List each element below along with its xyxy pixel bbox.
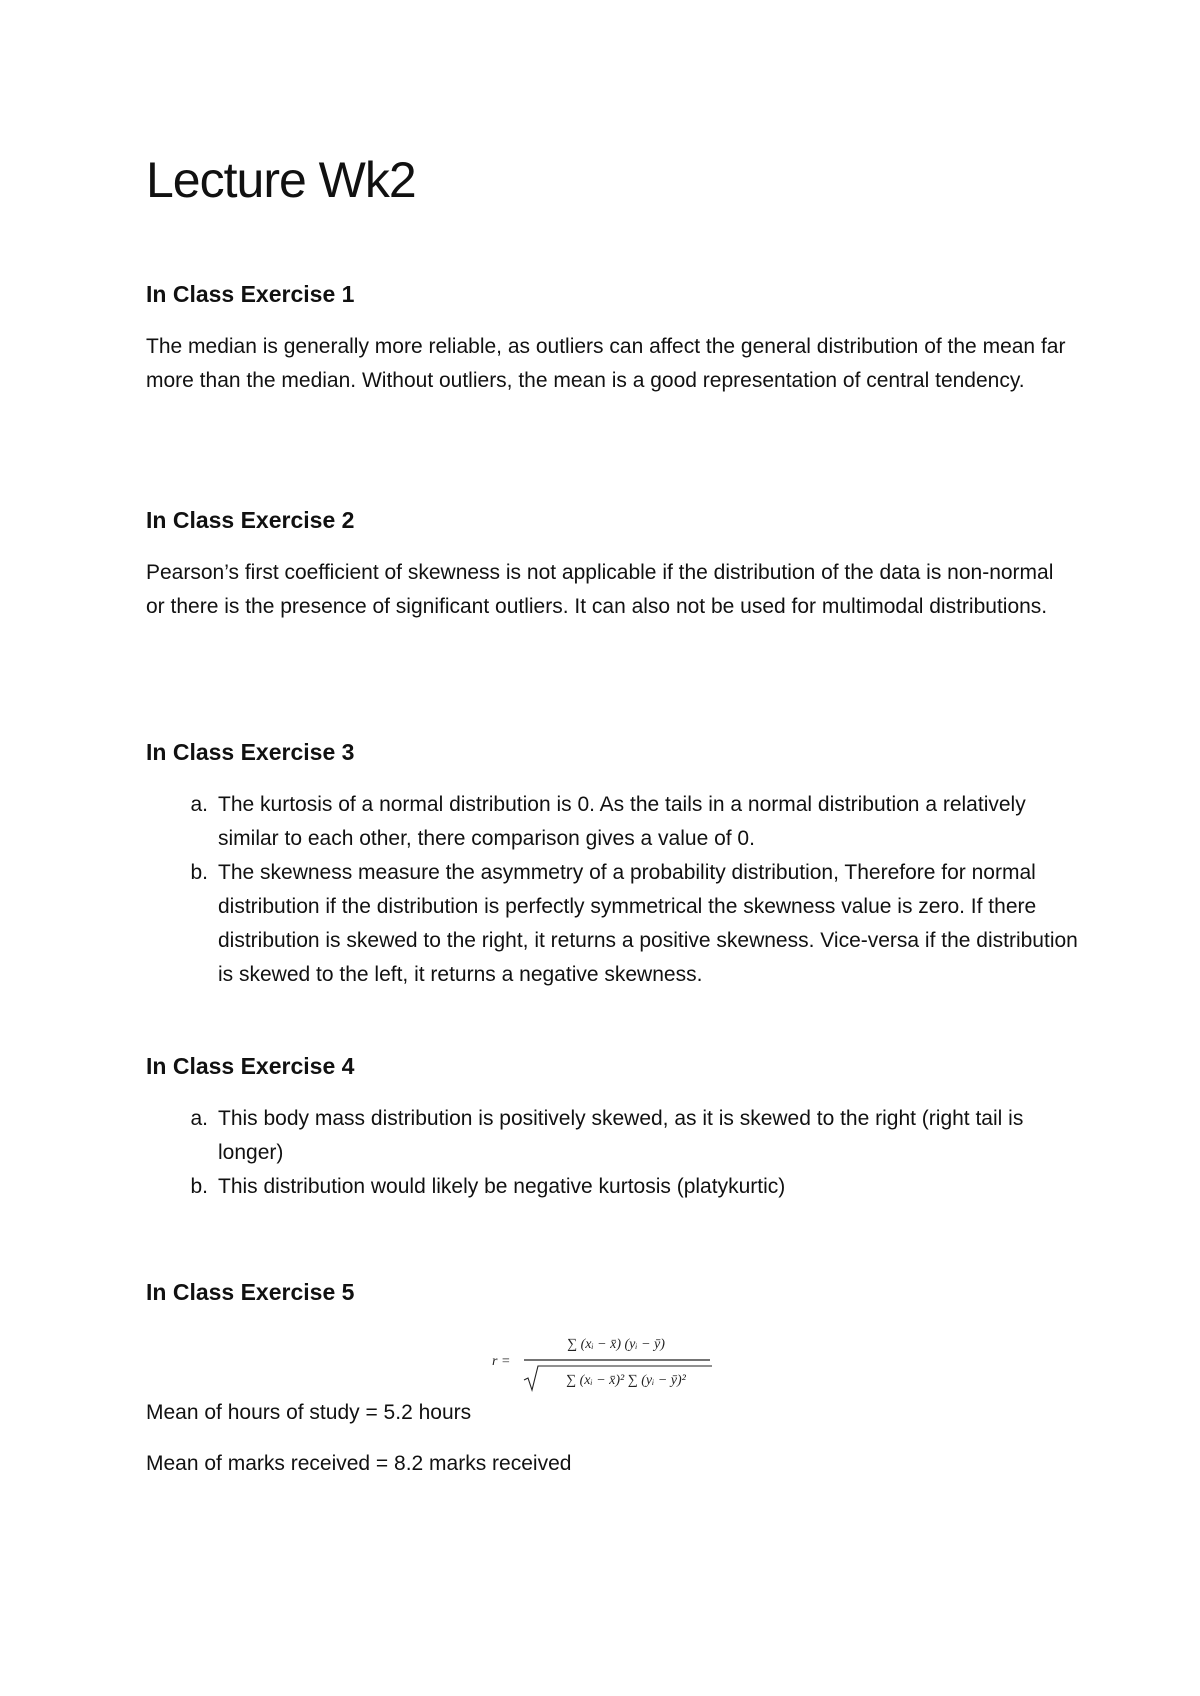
- mean-hours-of-study: Mean of hours of study = 5.2 hours: [146, 1401, 472, 1424]
- exercise-3-heading: In Class Exercise 3: [146, 739, 355, 765]
- list-item-text: The skewness measure the asymmetry of a probability distribution, Therefore for normal distribution if the distribution is perfectly symmetrical the skewness value is zero. If there distribution is skewed to the right, it returns a positive skewness. Vice-versa if the distribution is skewed to the left, it returns a negative skewness.: [218, 861, 1078, 986]
- exercise-4-heading: In Class Exercise 4: [146, 1053, 355, 1079]
- list-marker: a.: [190, 1107, 208, 1130]
- list-item: [146, 1170, 1086, 1204]
- list-item-text: This distribution would likely be negative kurtosis (platykurtic): [218, 1175, 786, 1198]
- exercise-2-heading: In Class Exercise 2: [146, 507, 355, 533]
- exercise-1-heading: In Class Exercise 1: [146, 281, 355, 307]
- list-item: [146, 856, 1086, 992]
- list-marker: b.: [190, 861, 208, 884]
- list-marker: a.: [190, 793, 208, 816]
- formula-lhs: r =: [492, 1354, 511, 1369]
- exercise-4-list: [146, 1102, 1086, 1204]
- list-item: [146, 1102, 1086, 1170]
- page-title: Lecture Wk2: [146, 152, 416, 208]
- exercise-5-heading: In Class Exercise 5: [146, 1279, 355, 1305]
- list-marker: b.: [190, 1175, 208, 1198]
- exercise-1-body: The median is generally more reliable, as outliers can affect the general distribution of the mean far more than the median. Without outliers, the mean is a good representation of central tendency.: [146, 335, 1066, 392]
- formula-numerator: ∑ (xᵢ − x̄) (yᵢ − ȳ): [567, 1337, 665, 1352]
- exercise-3-list: [146, 788, 1086, 992]
- mean-marks-received: Mean of marks received = 8.2 marks received: [146, 1452, 572, 1475]
- exercise-2-body: Pearson’s first coefficient of skewness is not applicable if the distribution of the data is non-normal or there is the presence of significant outliers. It can also not be used for multimodal distributions.: [146, 561, 1054, 618]
- formula-denominator: ∑ (xᵢ − x̄)² ∑ (yᵢ − ȳ)²: [566, 1373, 686, 1388]
- list-item: [146, 788, 1086, 856]
- list-item-text: This body mass distribution is positively skewed, as it is skewed to the right (right tail is longer): [218, 1107, 1024, 1164]
- list-item-text: The kurtosis of a normal distribution is 0. As the tails in a normal distribution a relatively similar to each other, there comparison gives a value of 0.: [218, 793, 1026, 850]
- correlation-formula: [490, 1330, 720, 1394]
